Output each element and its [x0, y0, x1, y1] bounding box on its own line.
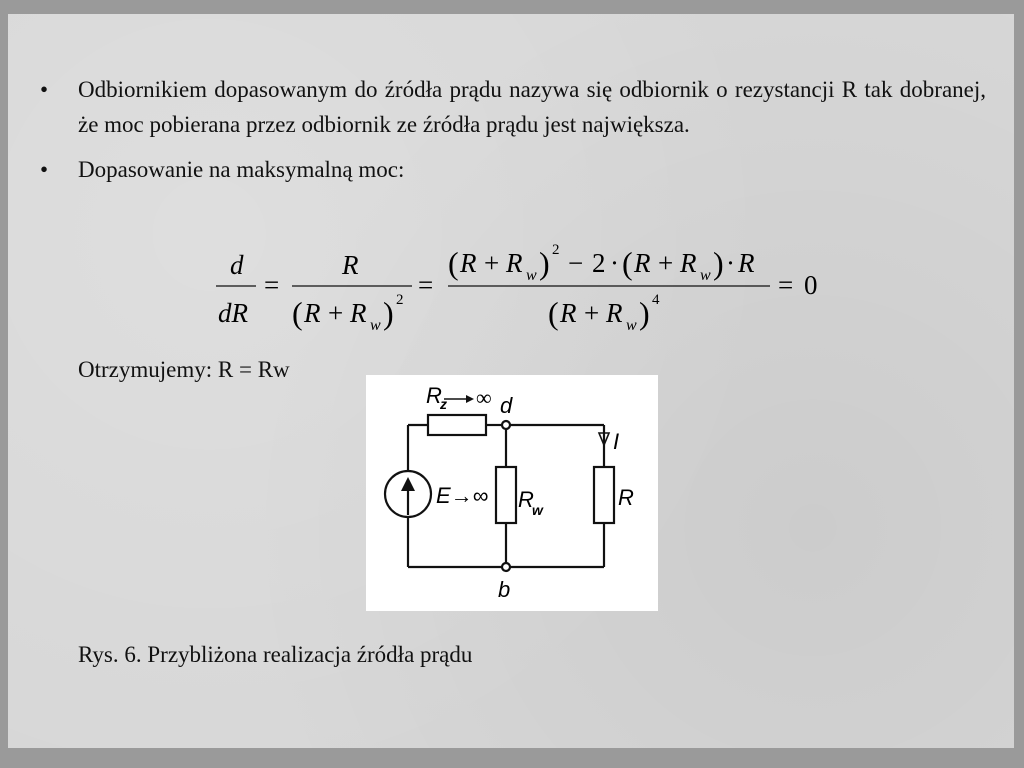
node-d-label: d — [500, 393, 513, 418]
formula-plus: + — [584, 298, 600, 328]
formula-plus: + — [328, 298, 344, 328]
formula-sub-w: w — [526, 267, 537, 284]
circuit-figure — [366, 375, 658, 611]
formula-R: R — [606, 298, 623, 328]
formula-R: R — [506, 248, 523, 278]
bullet-marker: • — [40, 77, 49, 102]
resistor-rz — [428, 415, 486, 435]
formula-R: R — [680, 248, 697, 278]
r-label: R — [618, 485, 634, 510]
formula-R: R — [304, 298, 321, 328]
formula-dot: · — [726, 248, 735, 278]
formula-dot: · — [610, 248, 619, 278]
rw-sub: w — [532, 502, 543, 518]
formula-R: R — [460, 248, 477, 278]
formula-exp-4: 4 — [652, 292, 660, 308]
formula-zero: 0 — [804, 270, 818, 300]
paren-open: ( — [448, 245, 459, 281]
rz-arrow-head — [466, 395, 474, 403]
formula-max-power — [208, 236, 848, 348]
resistor-rw — [496, 467, 516, 523]
formula-exp-2: 2 — [552, 242, 560, 258]
formula-d: d — [230, 250, 244, 280]
formula-sub-w: w — [626, 317, 637, 334]
formula-exp-2: 2 — [396, 292, 404, 308]
paren-open: ( — [622, 245, 633, 281]
result-text: Otrzymujemy: R = Rw — [78, 357, 290, 382]
circuit-diagram — [366, 375, 658, 611]
node-b-label: b — [498, 577, 511, 602]
formula-dR: dR — [218, 298, 248, 328]
formula-plus: + — [658, 248, 674, 278]
node-d — [502, 421, 510, 429]
formula-R: R — [350, 298, 367, 328]
formula-two: 2 — [592, 248, 606, 278]
source-arrow-head — [401, 477, 415, 491]
formula-R: R — [738, 248, 755, 278]
rz-sub: z — [440, 396, 447, 412]
paren-close: ) — [539, 245, 550, 281]
formula-R-num: R — [342, 250, 359, 280]
figure-caption: Rys. 6. Przybliżona realizacja źródła prądu — [78, 642, 473, 667]
bullet-item — [8, 72, 1014, 142]
rw-label: R — [518, 487, 534, 512]
slide — [8, 14, 1014, 748]
formula-eq-3: = — [778, 270, 794, 300]
paren-open: ( — [292, 295, 303, 331]
current-label: I — [613, 429, 620, 454]
formula-eq-2: = — [418, 270, 434, 300]
formula-eq-1: = — [264, 270, 280, 300]
bullet-text: Odbiornikiem dopasowanym do źródła prądu nazywa się odbiornik o rezystancji R tak dobranej, że moc pobierana przez odbiornik ze źródła prądu jest największa. — [78, 77, 986, 137]
formula-minus: − — [568, 248, 584, 278]
paren-open: ( — [548, 295, 559, 331]
formula-R: R — [560, 298, 577, 328]
resistor-r — [594, 467, 614, 523]
formula-plus: + — [484, 248, 500, 278]
formula-R: R — [634, 248, 651, 278]
node-b — [502, 563, 510, 571]
formula-sub-w: w — [700, 267, 711, 284]
rz-infinity: ∞ — [476, 385, 492, 410]
paren-close: ) — [383, 295, 394, 331]
rz-label: R — [426, 383, 442, 408]
bullet-marker: • — [40, 157, 49, 182]
bullet-text: Dopasowanie na maksymalną moc: — [78, 157, 405, 182]
source-label: E→∞ — [436, 483, 489, 508]
bullet-item — [8, 152, 1014, 187]
paren-close: ) — [639, 295, 650, 331]
bullet-list — [8, 72, 1014, 197]
formula-sub-w: w — [370, 317, 381, 334]
paren-close: ) — [713, 245, 724, 281]
